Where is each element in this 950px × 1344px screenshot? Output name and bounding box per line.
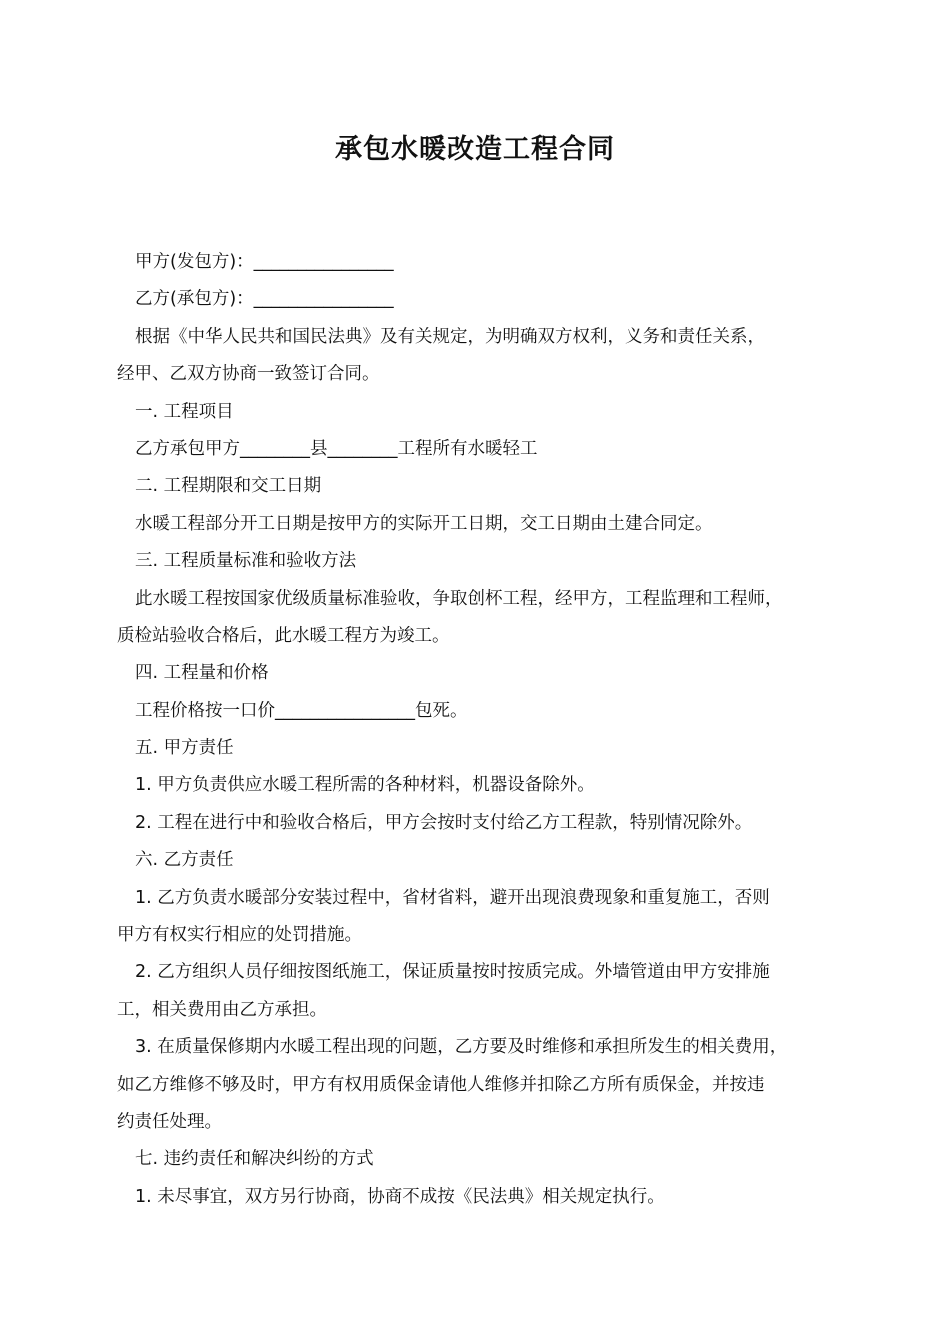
document-line: 五. 甲方责任 (135, 738, 234, 759)
document-line: 根据《中华人民共和国民法典》及有关规定，为明确双方权利，义务和责任关系， (135, 326, 765, 347)
document-line: 七. 违约责任和解决纠纷的方式 (135, 1149, 374, 1170)
document-line: 一. 工程项目 (135, 401, 234, 422)
document-line: 如乙方维修不够及时，甲方有权用质保金请他人维修并扣除乙方所有质保金，并按违 (117, 1074, 765, 1095)
document-line: 1. 甲方负责供应水暖工程所需的各种材料，机器设备除外。 (135, 775, 595, 796)
document-line: 甲方(发包方)：________________ (135, 252, 394, 272)
document-line: 二. 工程期限和交工日期 (135, 476, 322, 497)
document-line: 六. 乙方责任 (135, 850, 234, 871)
document-line: 1. 未尽事宜，双方另行协商，协商不成按《民法典》相关规定执行。 (135, 1186, 665, 1207)
document-line: 四. 工程量和价格 (135, 663, 269, 684)
document-line: 约责任处理。 (117, 1111, 222, 1132)
document-line: 乙方(承包方)：________________ (135, 289, 394, 310)
document-line: 质检站验收合格后，此水暖工程方为竣工。 (117, 625, 450, 646)
document-line: 2. 乙方组织人员仔细按图纸施工，保证质量按时按质完成。外墙管道由甲方安排施 (135, 962, 770, 983)
document-line: 此水暖工程按国家优级质量标准验收，争取创杯工程，经甲方，工程监理和工程师， (135, 588, 783, 609)
document-line: 水暖工程部分开工日期是按甲方的实际开工日期，交工日期由土建合同定。 (135, 513, 713, 534)
document-line: 1. 乙方负责水暖部分安装过程中，省材省料，避开出现浪费现象和重复施工，否则 (135, 887, 770, 908)
document-line: 工，相关费用由乙方承担。 (117, 999, 327, 1020)
document-line: 乙方承包甲方________县________工程所有水暖轻工 (135, 438, 538, 459)
document-line: 经甲、乙双方协商一致签订合同。 (117, 364, 380, 385)
document-line: 甲方有权实行相应的处罚措施。 (117, 925, 362, 946)
document-line: 3. 在质量保修期内水暖工程出现的问题，乙方要及时维修和承担所发生的相关费用， (135, 1037, 788, 1058)
document-line: 工程价格按一口价________________包死。 (135, 700, 468, 721)
document-line: 2. 工程在进行中和验收合格后，甲方会按时支付给乙方工程款，特别情况除外。 (135, 812, 753, 833)
document-body (117, 244, 837, 1216)
document-line: 三. 工程质量标准和验收方法 (135, 551, 357, 572)
document-title: 承包水暖改造工程合同 (335, 134, 615, 165)
